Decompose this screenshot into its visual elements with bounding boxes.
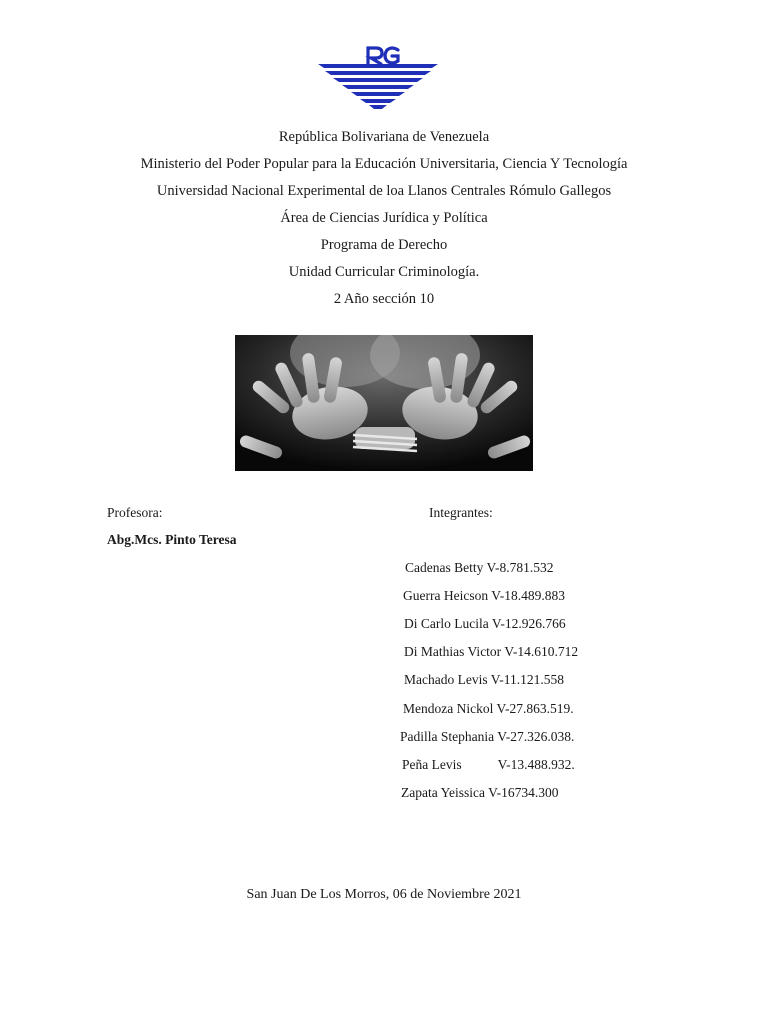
member-name: Mendoza Nickol	[403, 701, 494, 716]
member-name: Zapata Yeissica	[401, 785, 485, 800]
university-logo	[316, 42, 440, 112]
member-id: V-18.489.883	[491, 588, 565, 603]
member-entry	[404, 672, 564, 688]
bound-hands-photo	[235, 335, 533, 471]
member-name: Di Carlo Lucila	[404, 616, 489, 631]
member-entry	[403, 701, 574, 717]
member-name: Guerra Heicson	[403, 588, 489, 603]
header-line-university: Universidad Nacional Experimental de loa Llanos Centrales Rómulo Gallegos	[156, 183, 612, 199]
member-id: V-14.610.712	[504, 644, 579, 659]
header-line-area: Área de Ciencias Jurídica y Política	[280, 210, 488, 226]
member-id: V-8.781.532	[486, 560, 554, 575]
header-line-course: Unidad Curricular Criminología.	[288, 264, 480, 280]
member-id: V-27.326.038.	[497, 729, 575, 744]
header-line-program: Programa de Derecho	[320, 237, 448, 253]
member-entry	[404, 616, 566, 632]
header-line-ministry: Ministerio del Poder Popular para la Educación Universitaria, Ciencia Y Tecnología	[140, 156, 628, 172]
document-header	[0, 126, 768, 315]
member-name: Peña Levis	[402, 757, 462, 772]
member-id: V-13.488.932.	[497, 757, 575, 772]
member-name: Di Mathias Victor	[404, 644, 502, 659]
member-entry	[405, 560, 554, 576]
member-id: V-16734.300	[488, 785, 559, 800]
member-entry	[401, 785, 559, 801]
member-id: V-27.863.519.	[496, 701, 574, 716]
professor-label: Profesora:	[107, 505, 163, 520]
member-entry	[403, 588, 565, 604]
member-entry	[400, 729, 574, 745]
place-date-footer: San Juan De Los Morros, 06 de Noviembre 2021	[246, 887, 522, 902]
header-line-section: 2 Año sección 10	[333, 291, 435, 307]
member-name: Cadenas Betty	[405, 560, 484, 575]
member-name: Padilla Stephania	[400, 729, 495, 744]
member-name: Machado Levis	[404, 672, 488, 687]
member-entry	[404, 644, 578, 660]
member-id: V-11.121.558	[490, 672, 565, 687]
professor-name: Abg.Mcs. Pinto Teresa	[107, 532, 237, 547]
members-label: Integrantes:	[429, 505, 493, 520]
header-line-country: República Bolivariana de Venezuela	[278, 129, 490, 145]
member-entry	[402, 757, 575, 773]
member-id: V-12.926.766	[491, 616, 566, 631]
